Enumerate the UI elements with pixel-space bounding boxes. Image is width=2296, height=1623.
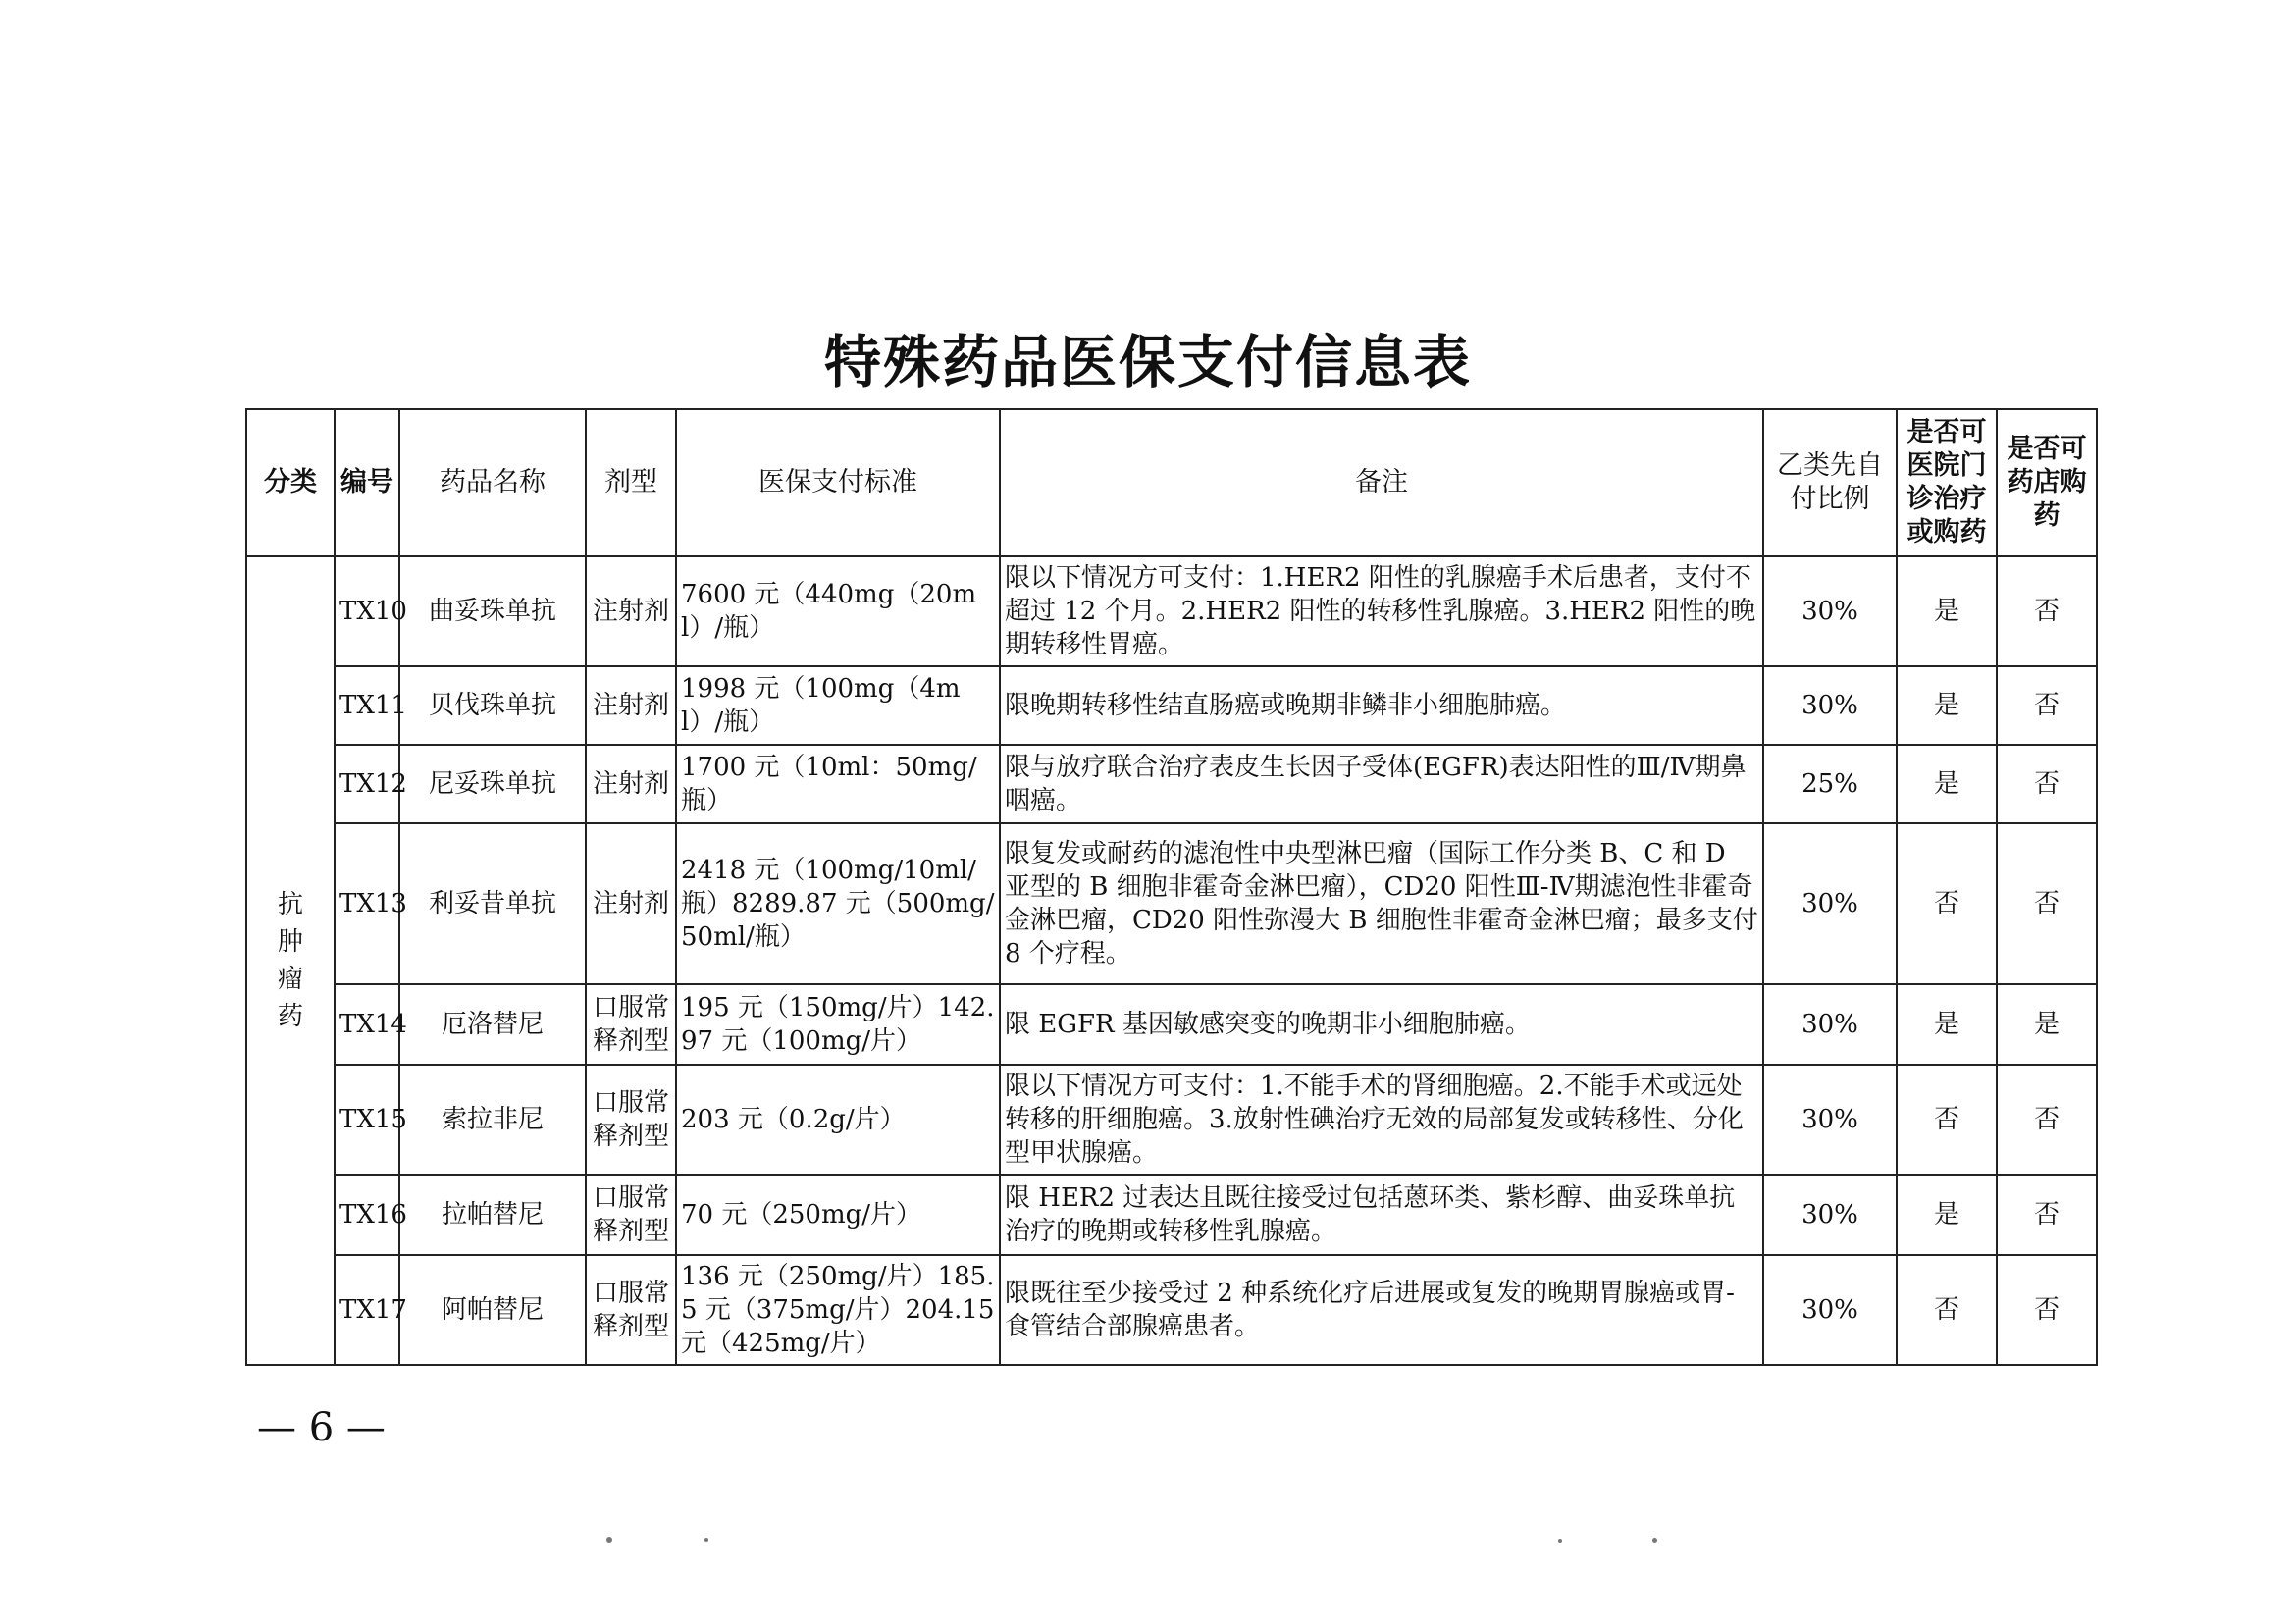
form-cell: 注射剂 <box>586 556 676 666</box>
hospital-cell: 是 <box>1897 745 1997 823</box>
standard-cell: 195 元（150mg/片）142.97 元（100mg/片） <box>676 984 1000 1065</box>
ratio-cell: 30% <box>1763 1065 1897 1175</box>
page-number: — 6 — <box>257 1405 386 1450</box>
category-label: 抗肿瘤药 <box>277 890 303 1031</box>
code-cell: TX12 <box>335 745 399 823</box>
standard-cell: 1998 元（100mg（4ml）/瓶） <box>676 666 1000 745</box>
code-cell: TX15 <box>335 1065 399 1175</box>
name-cell: 曲妥珠单抗 <box>399 556 586 666</box>
name-cell: 利妥昔单抗 <box>399 823 586 984</box>
scan-speck <box>606 1537 612 1543</box>
table-row <box>246 984 2097 1065</box>
note-cell: 限以下情况方可支付：1.HER2 阳性的乳腺癌手术后患者，支付不超过 12 个月。2.HER2 阳性的转移性乳腺癌。3.HER2 阳性的晚期转移性胃癌。 <box>1000 556 1763 666</box>
standard-cell: 136 元（250mg/片）185.5 元（375mg/片）204.15 元（425mg/片） <box>676 1255 1000 1365</box>
header-name: 药品名称 <box>399 409 586 556</box>
header-form: 剂型 <box>586 409 676 556</box>
pharmacy-cell: 否 <box>1997 1175 2097 1255</box>
page-title: 特殊药品医保支付信息表 <box>823 329 1472 395</box>
note-cell: 限晚期转移性结直肠癌或晚期非鳞非小细胞肺癌。 <box>1000 666 1763 745</box>
scan-speck <box>704 1538 708 1542</box>
hospital-cell: 否 <box>1897 1255 1997 1365</box>
form-cell: 口服常释剂型 <box>586 1175 676 1255</box>
hospital-cell: 是 <box>1897 556 1997 666</box>
pharmacy-cell: 否 <box>1997 1065 2097 1175</box>
code-cell: TX13 <box>335 823 399 984</box>
header-category: 分类 <box>246 409 335 556</box>
note-cell: 限以下情况方可支付：1.不能手术的肾细胞癌。2.不能手术或远处转移的肝细胞癌。3.放射性碘治疗无效的局部复发或转移性、分化型甲状腺癌。 <box>1000 1065 1763 1175</box>
ratio-cell: 30% <box>1763 823 1897 984</box>
hospital-cell: 是 <box>1897 1175 1997 1255</box>
table-row <box>246 1065 2097 1175</box>
note-cell: 限 EGFR 基因敏感突变的晚期非小细胞肺癌。 <box>1000 984 1763 1065</box>
scan-speck <box>1558 1539 1562 1543</box>
note-cell: 限 HER2 过表达且既往接受过包括蒽环类、紫杉醇、曲妥珠单抗治疗的晚期或转移性乳腺癌。 <box>1000 1175 1763 1255</box>
standard-cell: 2418 元（100mg/10ml/瓶）8289.87 元（500mg/50ml/瓶） <box>676 823 1000 984</box>
form-cell: 注射剂 <box>586 745 676 823</box>
name-cell: 厄洛替尼 <box>399 984 586 1065</box>
code-cell: TX16 <box>335 1175 399 1255</box>
header-ratio: 乙类先自付比例 <box>1763 409 1897 556</box>
hospital-cell: 是 <box>1897 666 1997 745</box>
standard-cell: 70 元（250mg/片） <box>676 1175 1000 1255</box>
form-cell: 注射剂 <box>586 823 676 984</box>
code-cell: TX11 <box>335 666 399 745</box>
pharmacy-cell: 否 <box>1997 556 2097 666</box>
note-cell: 限既往至少接受过 2 种系统化疗后进展或复发的晚期胃腺癌或胃-食管结合部腺癌患者。 <box>1000 1255 1763 1365</box>
code-cell: TX17 <box>335 1255 399 1365</box>
hospital-cell: 否 <box>1897 823 1997 984</box>
header-hospital: 是否可医院门诊治疗或购药 <box>1897 409 1997 556</box>
code-cell: TX10 <box>335 556 399 666</box>
scan-speck <box>1652 1538 1657 1543</box>
table-row <box>246 823 2097 984</box>
form-cell: 口服常释剂型 <box>586 984 676 1065</box>
name-cell: 贝伐珠单抗 <box>399 666 586 745</box>
table-row <box>246 666 2097 745</box>
drug-table <box>245 408 2098 1366</box>
form-cell: 口服常释剂型 <box>586 1065 676 1175</box>
pharmacy-cell: 否 <box>1997 666 2097 745</box>
table-row <box>246 1175 2097 1255</box>
table-row <box>246 556 2097 666</box>
header-pharmacy: 是否可药店购药 <box>1997 409 2097 556</box>
ratio-cell: 30% <box>1763 556 1897 666</box>
pharmacy-cell: 否 <box>1997 745 2097 823</box>
header-note: 备注 <box>1000 409 1763 556</box>
category-cell <box>246 556 335 1365</box>
table-row <box>246 745 2097 823</box>
form-cell: 口服常释剂型 <box>586 1255 676 1365</box>
name-cell: 拉帕替尼 <box>399 1175 586 1255</box>
ratio-cell: 30% <box>1763 1175 1897 1255</box>
pharmacy-cell: 否 <box>1997 823 2097 984</box>
header-row <box>246 409 2097 556</box>
note-cell: 限复发或耐药的滤泡性中央型淋巴瘤（国际工作分类 B、C 和 D 亚型的 B 细胞非霍奇金淋巴瘤），CD20 阳性Ⅲ-Ⅳ期滤泡性非霍奇金淋巴瘤，CD20 阳性弥漫大 B 细胞性非霍奇金淋巴瘤；最多支付 8 个疗程。 <box>1000 823 1763 984</box>
name-cell: 阿帕替尼 <box>399 1255 586 1365</box>
standard-cell: 203 元（0.2g/片） <box>676 1065 1000 1175</box>
name-cell: 索拉非尼 <box>399 1065 586 1175</box>
ratio-cell: 25% <box>1763 745 1897 823</box>
pharmacy-cell: 否 <box>1997 1255 2097 1365</box>
header-code: 编号 <box>335 409 399 556</box>
hospital-cell: 否 <box>1897 1065 1997 1175</box>
pharmacy-cell: 是 <box>1997 984 2097 1065</box>
form-cell: 注射剂 <box>586 666 676 745</box>
ratio-cell: 30% <box>1763 666 1897 745</box>
name-cell: 尼妥珠单抗 <box>399 745 586 823</box>
standard-cell: 7600 元（440mg（20ml）/瓶） <box>676 556 1000 666</box>
ratio-cell: 30% <box>1763 1255 1897 1365</box>
header-standard: 医保支付标准 <box>676 409 1000 556</box>
hospital-cell: 是 <box>1897 984 1997 1065</box>
code-cell: TX14 <box>335 984 399 1065</box>
standard-cell: 1700 元（10ml：50mg/瓶） <box>676 745 1000 823</box>
ratio-cell: 30% <box>1763 984 1897 1065</box>
table-row <box>246 1255 2097 1365</box>
note-cell: 限与放疗联合治疗表皮生长因子受体(EGFR)表达阳性的Ⅲ/Ⅳ期鼻咽癌。 <box>1000 745 1763 823</box>
